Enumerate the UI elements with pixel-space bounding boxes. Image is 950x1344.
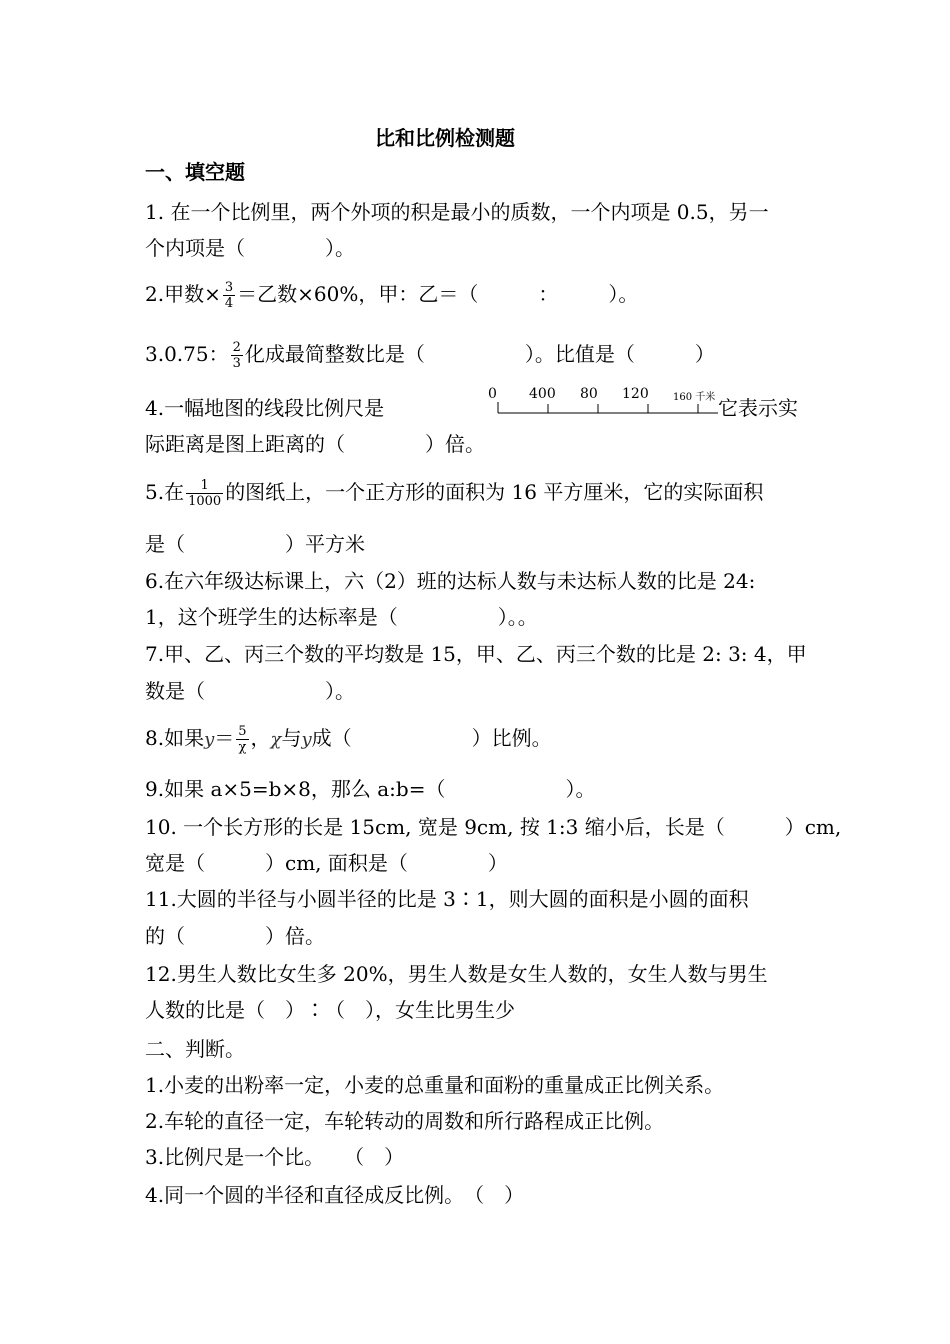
page-title: 比和比例检测题 xyxy=(375,126,515,150)
question-11-line-2: 的（ ）倍。 xyxy=(145,924,325,948)
variable-x: χ xyxy=(270,729,282,750)
judgement-3: 3.比例尺是一个比。 （ ） xyxy=(145,1145,405,1169)
question-4-text-b: 它表示实 xyxy=(718,396,798,420)
question-8-text-d: 成（ ）比例。 xyxy=(311,726,552,750)
question-5-text-a: 5.在 xyxy=(145,480,185,504)
question-5-line-2: 是（ ）平方米 xyxy=(145,532,365,556)
judgement-2: 2.车轮的直径一定，车轮转动的周数和所行路程成正比例。 xyxy=(145,1109,665,1133)
question-8-text-c: 与 xyxy=(281,726,302,750)
variable-y: y xyxy=(301,729,312,750)
question-3 xyxy=(145,340,715,371)
question-4-text-a: 4.一幅地图的线段比例尺是 xyxy=(145,396,385,420)
question-7-line-1: 7.甲、乙、丙三个数的平均数是 15，甲、乙、丙三个数的比是 2: 3: 4，甲 xyxy=(145,642,807,666)
question-2 xyxy=(145,280,638,311)
variable-y: y xyxy=(204,729,215,750)
question-10-line-1: 10. 一个长方形的长是 15cm, 宽是 9cm, 按 1:3 缩小后，长是（ ）cm, xyxy=(145,815,842,839)
question-6-line-2: 1，这个班学生的达标率是（ ）。。 xyxy=(145,605,538,629)
question-3-text-b: 化成最简整数比是（ ）。比值是（ ） xyxy=(244,342,715,366)
question-1-line-2: 个内项是（ ）。 xyxy=(145,236,355,260)
fraction-3-4: $\frac{3}{4}$ xyxy=(224,280,234,311)
section-fill-blank-heading: 一、填空题 xyxy=(145,160,245,184)
question-12-line-2: 人数的比是（ ）∶（ ），女生比男生少 xyxy=(145,998,515,1022)
question-2-text-b: ＝乙数×60%，甲：乙＝（ ： ）。 xyxy=(237,282,639,306)
question-12-line-1: 12.男生人数比女生多 20%，男生人数是女生人数的，女生人数与男生 xyxy=(145,962,768,986)
question-1-line-1: 1. 在一个比例里，两个外项的积是最小的质数，一个内项是 0.5，另一 xyxy=(145,200,769,224)
scale-label-120: 120 xyxy=(622,386,649,402)
question-5-text-b: 的图纸上，一个正方形的面积为 16 平方厘米，它的实际面积 xyxy=(225,480,764,504)
fraction-1-1000: $\frac{1}{1000}$ xyxy=(188,478,222,509)
question-3-text-a: 3.0.75： xyxy=(145,342,229,366)
scale-label-160: 160 千米 xyxy=(673,392,716,403)
question-8-text-a: 8.如果 xyxy=(145,726,205,750)
fraction-2-3: $\frac{2}{3}$ xyxy=(232,340,241,371)
fraction-5-x: $\frac{5}{\chi}$ xyxy=(238,724,247,755)
scale-label-400: 400 xyxy=(529,386,556,402)
question-9: 9.如果 a×5=b×8，那么 a:b=（ ）。 xyxy=(145,777,596,801)
judgement-1: 1.小麦的出粉率一定，小麦的总重量和面粉的重量成正比例关系。 xyxy=(145,1073,725,1097)
question-8 xyxy=(145,724,552,755)
judgement-4: 4.同一个圆的半径和直径成反比例。 （ ） xyxy=(145,1183,525,1207)
section-judgement-heading: 二、判断。 xyxy=(145,1037,245,1061)
question-6-line-1: 6.在六年级达标课上，六（2）班的达标人数与未达标人数的比是 24: xyxy=(145,569,756,593)
equals-sign: ＝ xyxy=(214,726,235,750)
scale-label-80: 80 xyxy=(580,386,598,402)
question-5 xyxy=(145,478,763,509)
question-8-comma: ， xyxy=(250,726,271,750)
question-11-line-1: 11.大圆的半径与小圆半径的比是 3∶1，则大圆的面积是小圆的面积 xyxy=(145,887,749,911)
question-7-line-2: 数是（ ）。 xyxy=(145,679,355,703)
question-10-line-2: 宽是（ ）cm, 面积是（ ） xyxy=(145,851,508,875)
question-4-line-2: 际距离是图上距离的（ ）倍。 xyxy=(145,432,485,456)
scale-label-0: 0 xyxy=(488,386,497,402)
question-2-text-a: 2.甲数× xyxy=(145,282,221,306)
line-scale-bar xyxy=(486,384,726,424)
